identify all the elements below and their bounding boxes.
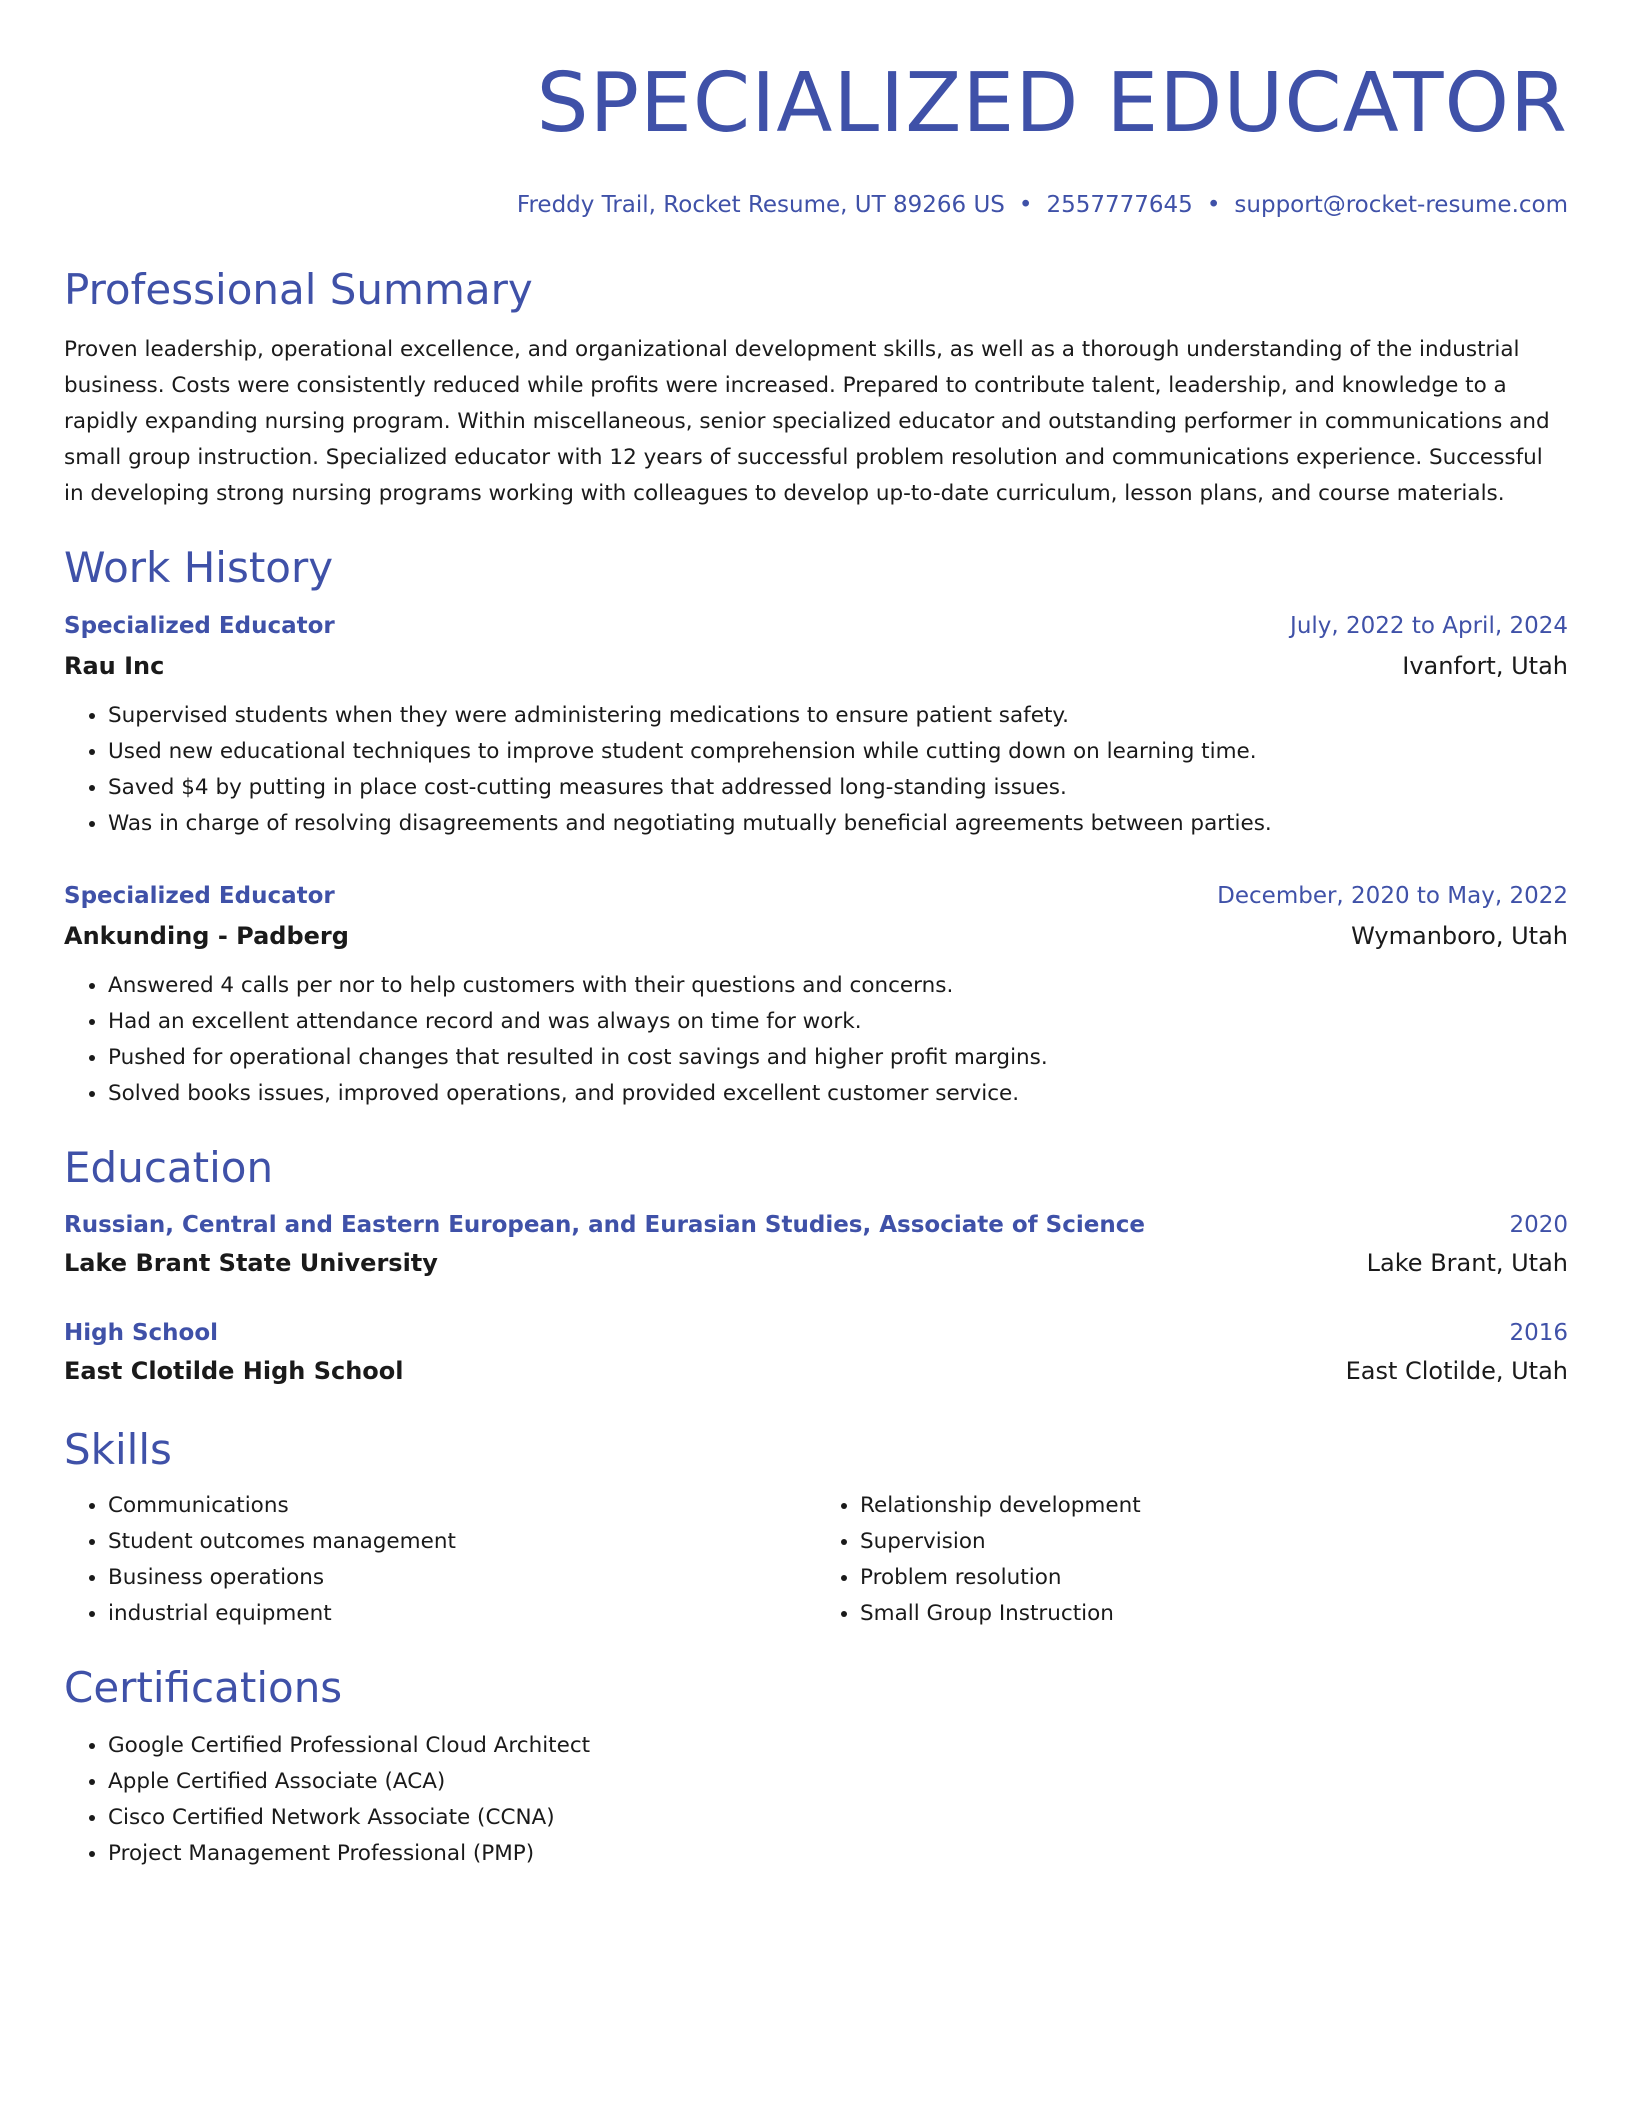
job-bullets — [64, 698, 1568, 842]
contact-email[interactable]: support@rocket-resume.com — [1234, 192, 1568, 218]
summary-text: Proven leadership, operational excellence, and organizational development skills, as well as a thorough understanding of the industrial business. Costs were consistently reduced while profits were increased. Prepared to contribute talent, leadership, and knowledge to a rapidly expanding nursing program. Within miscellaneous, senior specialized educator and outstanding performer in communications and small group instruction. Specialized educator with 12 years of successful problem resolution and communications experience. Successful in developing strong nursing programs working with colleagues to develop up-to-date curriculum, lesson plans, and course materials. — [64, 337, 1550, 506]
education-location: East Clotilde, Utah — [1345, 1357, 1568, 1385]
job-entry — [64, 876, 1568, 1112]
job-header — [64, 606, 1568, 646]
certification-item: • Google Certified Professional Cloud Architect — [108, 1728, 1568, 1764]
list-item: • Answered 4 calls per nor to help customers with their questions and concerns. — [108, 968, 1568, 1004]
job-location: Ivanfort, Utah — [1402, 652, 1568, 680]
list-item: • Used new educational techniques to improve student comprehension while cutting down on learning time. — [108, 734, 1568, 770]
skill-item: • Student outcomes management — [108, 1524, 816, 1560]
job-dates: July, 2022 to April, 2024 — [1290, 613, 1568, 639]
job-title: Specialized Educator — [64, 613, 335, 639]
contact-separator: • — [1018, 192, 1033, 218]
education-year: 2016 — [1509, 1320, 1568, 1346]
job-title: Specialized Educator — [64, 883, 335, 909]
job-location: Wymanboro, Utah — [1351, 922, 1568, 950]
education-school: East Clotilde High School — [64, 1357, 404, 1385]
list-item: • Solved books issues, improved operations, and provided excellent customer service. — [108, 1076, 1568, 1112]
job-header — [64, 876, 1568, 916]
education-header — [64, 1206, 1568, 1244]
skill-item: • industrial equipment — [108, 1596, 816, 1632]
skill-item: • Supervision — [860, 1524, 1568, 1560]
section-title-skills: Skills — [64, 1425, 172, 1474]
education-entry — [64, 1314, 1568, 1390]
job-subheader — [64, 916, 1568, 956]
contact-line — [64, 190, 1568, 220]
job-entry — [64, 606, 1568, 842]
skill-item: • Business operations — [108, 1560, 816, 1596]
skills-grid — [64, 1488, 1568, 1632]
list-item: • Had an excellent attendance record and was always on time for work. — [108, 1004, 1568, 1040]
education-school: Lake Brant State University — [64, 1249, 438, 1277]
skill-item: • Relationship development — [860, 1488, 1568, 1524]
list-item: • Pushed for operational changes that resulted in cost savings and higher profit margins. — [108, 1040, 1568, 1076]
section-title-education: Education — [64, 1143, 274, 1192]
job-company: Rau Inc — [64, 652, 165, 680]
certification-item: • Apple Certified Associate (ACA) — [108, 1764, 1568, 1800]
contact-address: Freddy Trail, Rocket Resume, UT 89266 US — [516, 192, 1005, 218]
skills-column-left — [64, 1488, 816, 1632]
education-entry — [64, 1206, 1568, 1282]
certifications-list — [64, 1728, 1568, 1872]
section-title-summary: Professional Summary — [64, 265, 533, 314]
certification-item: • Project Management Professional (PMP) — [108, 1836, 1568, 1872]
job-dates: December, 2020 to May, 2022 — [1217, 883, 1568, 909]
certification-item: • Cisco Certified Network Associate (CCNA) — [108, 1800, 1568, 1836]
job-bullets — [64, 968, 1568, 1112]
list-item: • Saved $4 by putting in place cost-cutting measures that addressed long-standing issues. — [108, 770, 1568, 806]
skill-item: • Small Group Instruction — [860, 1596, 1568, 1632]
page-title: SPECIALIZED EDUCATOR — [536, 56, 1568, 151]
education-subheader — [64, 1244, 1568, 1282]
education-year: 2020 — [1509, 1212, 1568, 1238]
contact-phone: 2557777645 — [1046, 192, 1193, 218]
education-location: Lake Brant, Utah — [1366, 1249, 1568, 1277]
list-item: • Supervised students when they were administering medications to ensure patient safety. — [108, 698, 1568, 734]
education-degree: Russian, Central and Eastern European, and Eurasian Studies, Associate of Science — [64, 1212, 1145, 1238]
contact-separator: • — [1206, 192, 1221, 218]
job-subheader — [64, 646, 1568, 686]
skill-item: • Problem resolution — [860, 1560, 1568, 1596]
skill-item: • Communications — [108, 1488, 816, 1524]
education-subheader — [64, 1352, 1568, 1390]
list-item: • Was in charge of resolving disagreements and negotiating mutually beneficial agreements between parties. — [108, 806, 1568, 842]
job-company: Ankunding - Padberg — [64, 922, 349, 950]
section-title-certifications: Certifications — [64, 1663, 343, 1712]
education-degree: High School — [64, 1320, 219, 1346]
section-title-work-history: Work History — [64, 543, 334, 592]
skills-column-right — [816, 1488, 1568, 1632]
education-header — [64, 1314, 1568, 1352]
